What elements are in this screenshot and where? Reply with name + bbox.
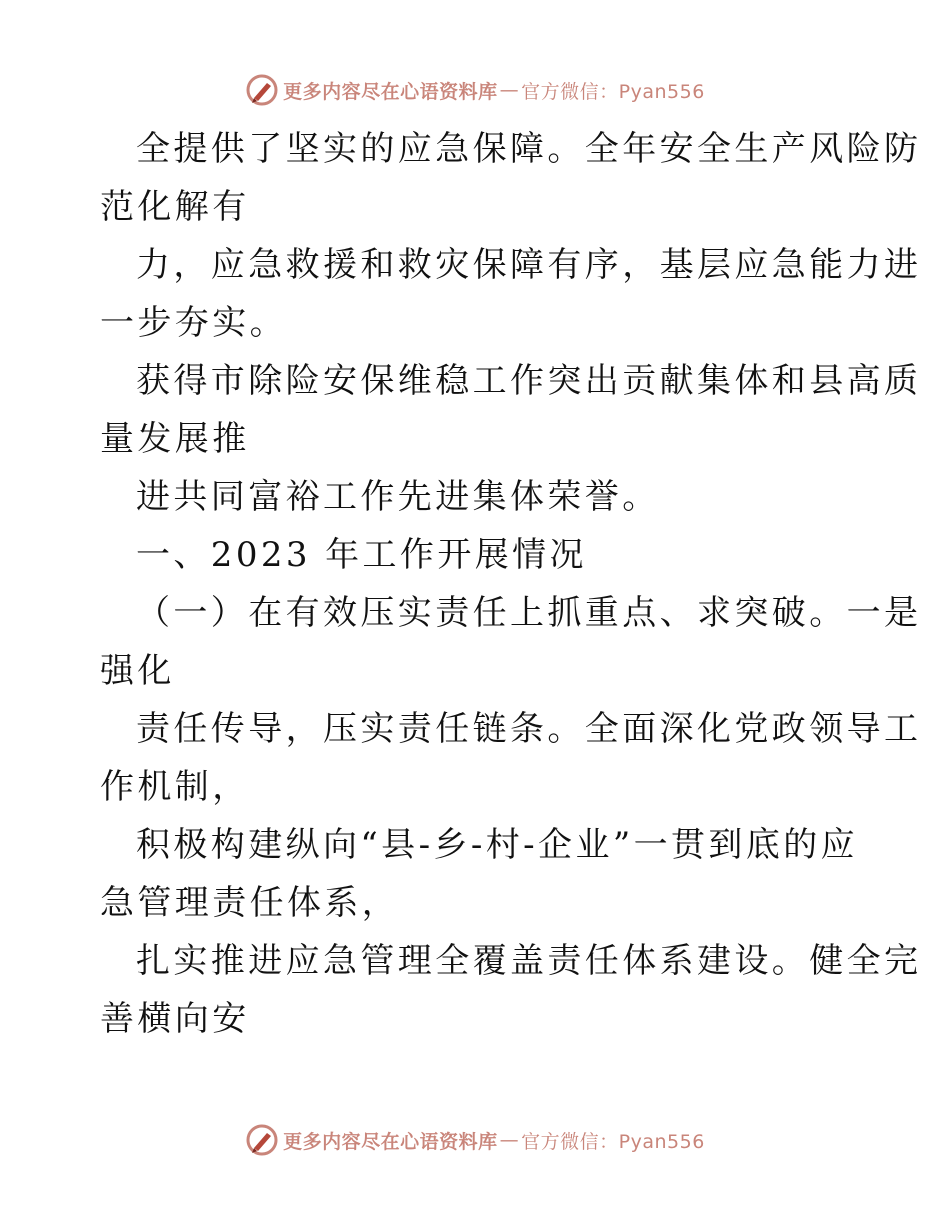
body-line: 力，应急救援和救灾保障有序，基层应急能力进: [136, 245, 922, 285]
body-line: 作机制，: [100, 767, 250, 807]
body-line: 获得市除险安保维稳工作突出贡献集体和县高质: [136, 361, 922, 401]
footer-watermark: [0, 1120, 950, 1160]
section-heading: 一、2023 年工作开展情况: [136, 535, 587, 575]
watermark-separator: —: [499, 1129, 520, 1151]
pen-logo-icon: [245, 1123, 279, 1157]
watermark-wechat-text: 官方微信：Pyan556: [521, 80, 705, 103]
body-line: 一步夯实。: [100, 303, 287, 343]
body-line: 扎实推进应急管理全覆盖责任体系建设。健全完: [136, 941, 922, 981]
body-line: 范化解有: [100, 187, 250, 227]
pen-logo-icon: [245, 73, 279, 107]
body-line: 急管理责任体系，: [100, 883, 400, 923]
body-line: （一）在有效压实责任上抓重点、求突破。一是: [136, 593, 922, 633]
watermark-separator: —: [499, 79, 520, 101]
watermark-main-text: 更多内容尽在心语资料库: [283, 1130, 498, 1153]
watermark-main-text: 更多内容尽在心语资料库: [283, 80, 498, 103]
document-body: [100, 120, 922, 1048]
body-line: 责任传导，压实责任链条。全面深化党政领导工: [136, 709, 922, 749]
body-line: 量发展推: [100, 419, 250, 459]
body-line: 全提供了坚实的应急保障。全年安全生产风险防: [136, 129, 922, 169]
body-line: 进共同富裕工作先进集体荣誉。: [136, 477, 660, 517]
header-watermark: [0, 70, 950, 110]
body-line: 强化: [100, 651, 175, 691]
body-line: 善横向安: [100, 999, 250, 1039]
body-line: 积极构建纵向“县-乡-村-企业”一贯到底的应: [136, 825, 859, 865]
watermark-wechat-text: 官方微信：Pyan556: [521, 1130, 705, 1153]
